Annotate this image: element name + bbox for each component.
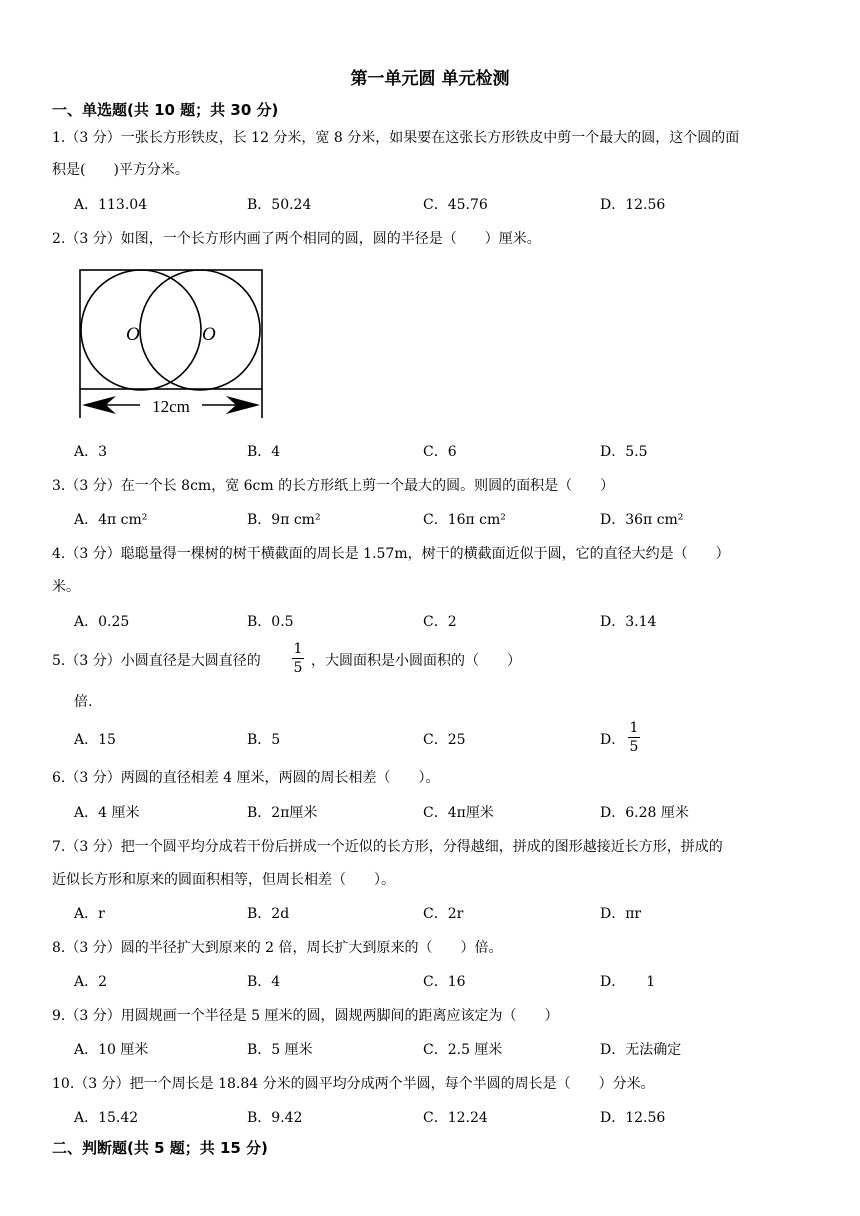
question-5-option-d-fraction (627, 719, 641, 756)
fraction-denominator: 5 (293, 660, 303, 676)
question-5-option-a[interactable]: A．15 (74, 732, 116, 748)
two-circles-figure (78, 266, 268, 425)
circle-label-left: O (126, 324, 140, 345)
question-8-option-d[interactable]: D． 1 (600, 974, 656, 990)
question-4-line-1: 4.（3 分）聪聪量得一棵树的树干横截面的周长是 1.57m，树干的横截面近似于圆，它的直径大约是（ ） (52, 546, 730, 562)
question-3-option-c[interactable]: C．16π cm² (423, 512, 506, 528)
question-8-line-1: 8.（3 分）圆的半径扩大到原来的 2 倍，周长扩大到原来的（ ）倍。 (52, 940, 503, 956)
two-circles-diagram (78, 266, 268, 421)
question-9-line-1: 9.（3 分）用圆规画一个半径是 5 厘米的圆，圆规两脚间的距离应该定为（ ） (52, 1008, 559, 1024)
question-4-line-2: 米。 (52, 579, 80, 595)
question-2-option-a[interactable]: A．3 (74, 444, 108, 460)
question-3-option-d[interactable]: D．36π cm² (600, 512, 684, 528)
question-7-option-b[interactable]: B．2d (247, 906, 290, 922)
question-5-line-1-start: 5.（3 分）小圆直径是大圆直径的 (52, 653, 261, 669)
question-8-option-c[interactable]: C．16 (423, 974, 466, 990)
question-10-option-a[interactable]: A．15.42 (74, 1110, 139, 1126)
question-6-option-d[interactable]: D．6.28 厘米 (600, 805, 689, 821)
section-heading-single-choice: 一、单选题(共 10 题；共 30 分) (52, 101, 279, 119)
question-6-line-1: 6.（3 分）两圆的直径相差 4 厘米，两圆的周长相差（ ）。 (52, 770, 440, 786)
question-1-option-a[interactable]: A．113.04 (74, 197, 148, 213)
question-4-option-d[interactable]: D．3.14 (600, 614, 657, 630)
question-8-option-b[interactable]: B．4 (247, 974, 281, 990)
question-7-line-2: 近似长方形和原来的圆面积相等，但周长相差（ ）。 (52, 872, 395, 888)
section-heading-true-false: 二、判断题(共 5 题；共 15 分) (52, 1139, 268, 1157)
question-9-option-c[interactable]: C．2.5 厘米 (423, 1042, 503, 1058)
question-6-option-c[interactable]: C．4π厘米 (423, 805, 494, 821)
question-7-line-1: 7.（3 分）把一个圆平均分成若干份后拼成一个近似的长方形，分得越细，拼成的图形越接近长方形，拼成的 (52, 839, 723, 855)
question-4-option-a[interactable]: A．0.25 (74, 614, 130, 630)
question-1-option-c[interactable]: C．45.76 (423, 197, 488, 213)
question-1-line-1: 1.（3 分）一张长方形铁皮，长 12 分米，宽 8 分米，如果要在这张长方形铁皮中剪一个最大的圆，这个圆的面 (52, 130, 740, 146)
question-1-option-b[interactable]: B．50.24 (247, 197, 312, 213)
question-3-option-b[interactable]: B．9π cm² (247, 512, 321, 528)
question-1-line-2: 积是( )平方分米。 (52, 162, 189, 178)
question-5-option-c[interactable]: C．25 (423, 732, 466, 748)
question-7-option-c[interactable]: C．2r (423, 906, 464, 922)
question-7-option-a[interactable]: A．r (74, 906, 105, 922)
question-2-option-c[interactable]: C．6 (423, 444, 457, 460)
question-10-option-b[interactable]: B．9.42 (247, 1110, 303, 1126)
question-10-line-1: 10.（3 分）把一个周长是 18.84 分米的圆平均分成两个半圆，每个半圆的周长是（ ）分米。 (52, 1076, 655, 1092)
fraction-denominator: 5 (629, 739, 639, 755)
question-2-option-d[interactable]: D．5.5 (600, 444, 648, 460)
question-3-line-1: 3.（3 分）在一个长 8cm，宽 6cm 的长方形纸上剪一个最大的圆。则圆的面积是（ ） (52, 478, 615, 494)
question-8-option-a[interactable]: A．2 (74, 974, 108, 990)
fraction-numerator: 1 (293, 641, 303, 657)
question-4-option-c[interactable]: C．2 (423, 614, 457, 630)
question-7-option-d[interactable]: D．πr (600, 906, 642, 922)
fraction-numerator: 1 (629, 720, 639, 736)
question-9-option-d[interactable]: D．无法确定 (600, 1042, 682, 1058)
question-4-option-b[interactable]: B．0.5 (247, 614, 294, 630)
page-title: 第一单元圆 单元检测 (350, 69, 510, 89)
question-5-option-d[interactable]: D． (600, 732, 626, 748)
question-5-line-1-end: ，大圆面积是小圆面积的（ ） (311, 653, 521, 669)
question-2-option-b[interactable]: B．4 (247, 444, 281, 460)
question-1-option-d[interactable]: D．12.56 (600, 197, 666, 213)
question-9-option-a[interactable]: A．10 厘米 (74, 1042, 149, 1058)
question-9-option-b[interactable]: B．5 厘米 (247, 1042, 313, 1058)
question-10-option-c[interactable]: C．12.24 (423, 1110, 488, 1126)
question-2-line-1: 2.（3 分）如图，一个长方形内画了两个相同的圆，圆的半径是（ ）厘米。 (52, 231, 541, 247)
question-5-line-2: 倍. (74, 694, 93, 710)
question-6-option-b[interactable]: B．2π厘米 (247, 805, 318, 821)
question-3-option-a[interactable]: A．4π cm² (74, 512, 148, 528)
question-5-option-b[interactable]: B．5 (247, 732, 281, 748)
width-label: 12cm (152, 397, 190, 416)
question-10-option-d[interactable]: D．12.56 (600, 1110, 666, 1126)
question-5-fraction (291, 640, 305, 677)
question-6-option-a[interactable]: A．4 厘米 (74, 805, 140, 821)
circle-label-right: O (202, 324, 216, 345)
